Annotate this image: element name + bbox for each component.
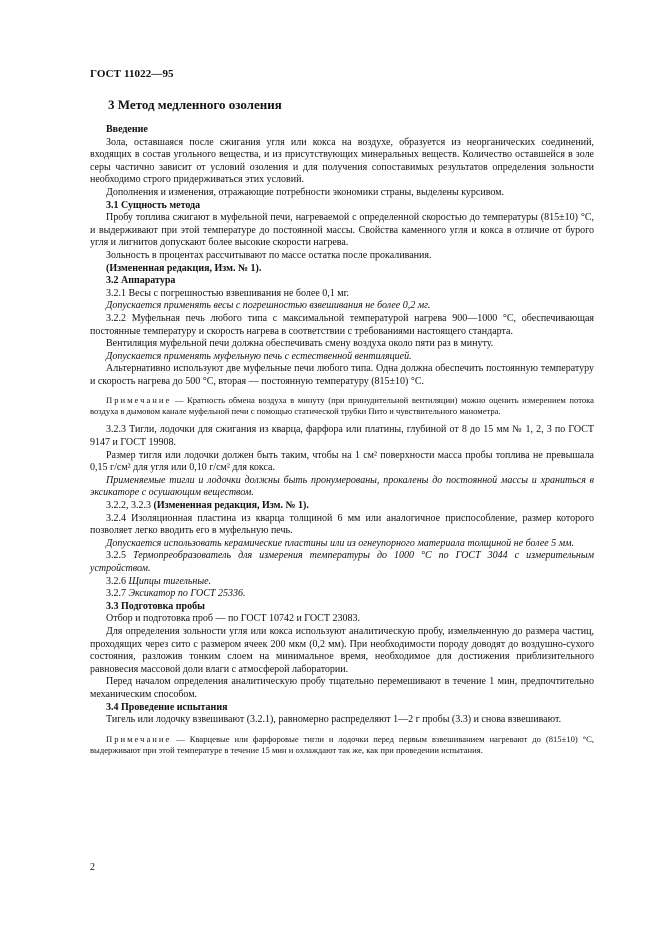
paragraph: [90, 137, 594, 187]
section-title: 3 Метод медленного озоления: [108, 97, 282, 112]
italic-paragraph: [90, 351, 594, 364]
revision-note: [90, 263, 594, 276]
document-header: ГОСТ 11022—95: [90, 68, 174, 80]
paragraph: [90, 288, 594, 301]
italic-paragraph: [90, 300, 594, 313]
paragraph: [90, 250, 594, 263]
note-text: — Кратность обмена воздуха в минуту (при принудительной вентиляции) можно оценить измерением потока воздуха в дымовом канале муфельной печи с помощью статической трубки Пито и чувствительного манометра.: [90, 395, 594, 417]
paragraph-text: Дополнения и изменения, отражающие потребности экономики страны, выделены курсивом.: [106, 186, 504, 198]
heading-text: 3.1 Сущность метода: [106, 199, 201, 211]
paragraph-text: Допускается применять муфельную печь с естественной вентиляцией.: [106, 350, 412, 362]
paragraph: [90, 588, 594, 601]
paragraph: [90, 550, 594, 575]
paragraph: [90, 313, 594, 338]
heading-text: Введение: [106, 124, 148, 135]
paragraph-text: Термопреобразователь для измерения температуры до 1000 °С по ГОСТ 3044 с измерительным устройством.: [90, 550, 594, 574]
paragraph-text: Тигель или лодочку взвешивают (3.2.1), равномерно распределяют 1—2 г пробы (3.3) и снова взвешивают.: [106, 714, 562, 726]
subsection-heading: [90, 124, 594, 137]
clause-number: 3.2.5: [106, 550, 126, 562]
paragraph-text: Допускается применять весы с погрешностью взвешивания не более 0,2 мг.: [106, 300, 431, 312]
clause-number: 3.2.7: [106, 588, 126, 600]
italic-paragraph: [90, 475, 594, 500]
paragraph: [90, 187, 594, 200]
paragraph-text: Альтернативно используют две муфельные печи любого типа. Одна должна обеспечить постоянную температуру и скорость нагрева до 500 °С, вторая — постоянную температуру (815±10) °С.: [90, 363, 594, 387]
italic-paragraph: [90, 538, 594, 551]
paragraph: [90, 676, 594, 701]
paragraph-text: Вентиляция муфельной печи должна обеспечивать смену воздуха около пяти раз в минуту.: [106, 338, 494, 350]
heading-text: 3.2 Аппаратура: [106, 275, 176, 287]
note: [90, 734, 594, 756]
heading-text: 3.3 Подготовка пробы: [106, 600, 205, 612]
paragraph: [90, 714, 594, 727]
paragraph: [90, 626, 594, 676]
paragraph-text: Пробу топлива сжигают в муфельной печи, нагреваемой с определенной скоростью до температуры (815±10) °С, и выдерживают при этой температуре до постоянной массы. Свойства каменного угля и кокса в отличие от бурого угля и лигнитов допускают более высокие скорости нагрева.: [90, 212, 594, 249]
note-label: Примечание: [106, 733, 172, 744]
paragraph: [90, 513, 594, 538]
paragraph-text: Допускается использовать керамические пластины или из огнеупорного материала толщиной не более 5 мм.: [106, 537, 574, 549]
paragraph: [90, 613, 594, 626]
document-body: [90, 124, 594, 763]
paragraph-text: 3.2.4 Изоляционная пластина из кварца толщиной 6 мм или аналогичное приспособление, размер которого позволяет легко вводить его в муфельную печь.: [90, 512, 594, 537]
page-number: 2: [90, 862, 95, 873]
paragraph-text: Щипцы тигельные.: [128, 575, 212, 587]
clause-numbers: 3.2.2, 3.2.3: [106, 500, 151, 512]
heading-text: 3.4 Проведение испытания: [106, 701, 228, 713]
paragraph-text: 3.2.2 Муфельная печь любого типа с максимальной температурой нагрева 900—1000 °С, обеспечивающая постоянные температуру и скорость нагрева в соответствии с требованиями настоящего стандарта.: [90, 312, 594, 337]
subsection-heading: [90, 601, 594, 614]
document-page: [90, 0, 594, 936]
subsection-heading: [90, 702, 594, 715]
paragraph: [90, 363, 594, 388]
note: [90, 395, 594, 417]
note-label: Примечание: [106, 395, 172, 406]
paragraph-text: Для определения зольности угля или кокса используют аналитическую пробу, измельченную до размера частиц, проходящих через сито с размером ячеек 200 мкм (0,2 мм). При необходимости породу доводят до воздушно-сухого состояния, разложив тонким слоем на минимальное время, необходимое для достижения приблизительного равновесия массовой доли влаги с атмосферой лаборатории.: [90, 625, 594, 675]
paragraph: [90, 424, 594, 449]
subsection-heading: [90, 275, 594, 288]
paragraph-text: Зола, оставшаяся после сжигания угля или кокса на воздухе, образуется из неорганических соединений, входящих в состав угольного вещества, и из присутствующих минеральных веществ. Количество оставшейся в золе серы частично зависит от условий озоления и для получения сопоставимых результатов определения зольности необходимо строго придерживаться этих условий.: [90, 136, 594, 186]
paragraph: [90, 212, 594, 250]
note-text: — Кварцевые или фарфоровые тигли и лодочки перед первым взвешиванием нагревают до (815±10) °С, выдерживают при этой температуре в течение 15 мин и охлаждают так же, как при проведении испытания.: [90, 733, 594, 755]
paragraph-text: Применяемые тигли и лодочки должны быть пронумерованы, прокалены до постоянной массы и храниться в эксикаторе с осушающим веществом.: [90, 474, 594, 499]
paragraph-text: Размер тигля или лодочки должен быть таким, чтобы на 1 см² поверхности масса пробы топлива не превышала 0,15 г/см² для угля или 0,10 г/см² для кокса.: [90, 449, 594, 474]
paragraph-text: Отбор и подготовка проб — по ГОСТ 10742 и ГОСТ 23083.: [106, 613, 360, 625]
paragraph: [90, 450, 594, 475]
clause-number: 3.2.6: [106, 575, 126, 587]
paragraph: [90, 338, 594, 351]
paragraph-text: Зольность в процентах рассчитывают по массе остатка после прокаливания.: [106, 249, 432, 261]
revision-text: (Измененная редакция, Изм. № 1).: [106, 262, 262, 274]
paragraph-text: Перед началом определения аналитическую пробу тщательно перемешивают в течение 1 мин, предпочтительно механическим способом.: [90, 676, 594, 700]
paragraph-text: 3.2.3 Тигли, лодочки для сжигания из кварца, фарфора или платины, глубиной от 8 до 15 мм № 1, 2, 3 по ГОСТ 9147 и ГОСТ 19908.: [90, 424, 594, 449]
paragraph-text: 3.2.1 Весы с погрешностью взвешивания не более 0,1 мг.: [106, 287, 350, 299]
revision-text: (Измененная редакция, Изм. № 1).: [153, 500, 309, 512]
paragraph-text: Эксикатор по ГОСТ 25336.: [128, 588, 246, 600]
paragraph: [90, 500, 594, 513]
subsection-heading: [90, 200, 594, 213]
paragraph: [90, 576, 594, 589]
